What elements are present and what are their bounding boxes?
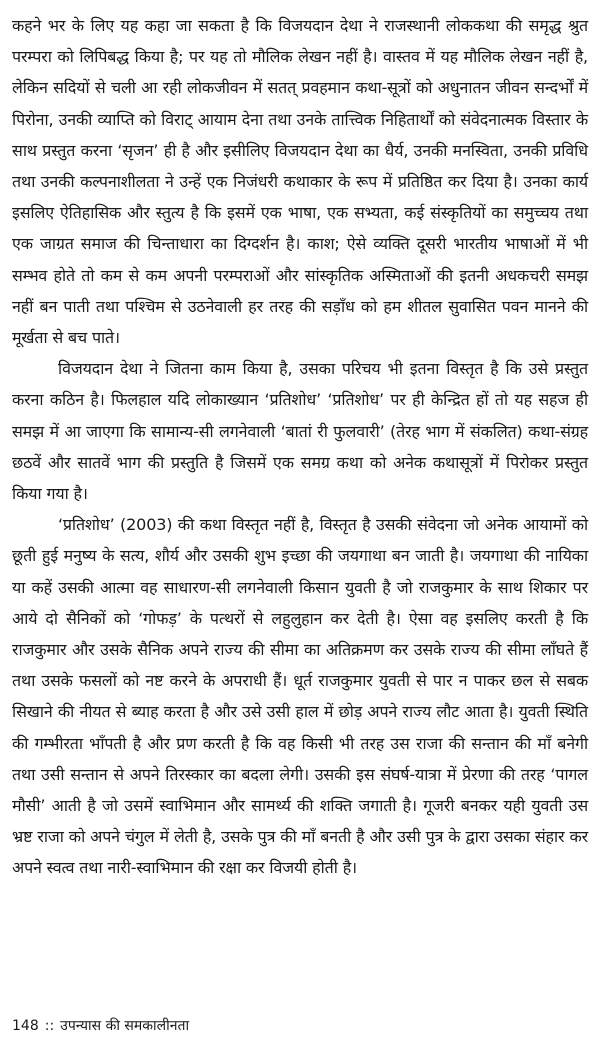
paragraph-1: कहने भर के लिए यह कहा जा सकता है कि विजयदान देथा ने राजस्थानी लोककथा की समृद्ध श्रुत परम्परा को लिपिबद्ध किया है; पर यह तो मौलिक लेखन नहीं है। वास्तव में यह मौलिक लेखन नहीं है, लेकिन सदियों से चली आ रही लोकजीवन में सतत् प्रवहमान कथा-सूत्रों को अधुनातन जीवन सन्दर्भों में पिरोना, उनकी व्याप्ति को विराट् आयाम देना तथा उनके तात्त्विक निहितार्थों को संवेदनात्मक विस्तार के साथ प्रस्तुत करना ‘सृजन’ ही है और इसीलिए विजयदान देथा का धैर्य, उनकी मनस्विता, उनकी प्रविधि तथा उनकी कल्पनाशीलता ने उन्हें एक निजंधरी कथाकार के रूप में प्रतिष्ठित कर दिया है। उनका कार्य इसलिए ऐतिहासिक और स्तुत्य है कि इसमें एक भाषा, एक सभ्यता, कई संस्कृतियों का समुच्चय तथा एक जाग्रत समाज की चिन्ताधारा का दिग्दर्शन है। काश; ऐसे व्यक्ति दूसरी भारतीय भाषाओं में भी सम्भव होते तो कम से कम अपनी परम्पराओं और सांस्कृतिक अस्मिताओं की इतनी अधकचरी समझ नहीं बन पाती तथा पश्चिम से उठनेवाली हर तरह की सड़ाँध को हम शीतल सुवासित पवन मानने की मूर्खता से बच पाते। [12,16,588,348]
page-footer [12,1016,189,1036]
paragraph-2: विजयदान देथा ने जितना काम किया है, उसका परिचय भी इतना विस्तृत है कि उसे प्रस्तुत करना कठिन है। फिलहाल यदि लोकाख्यान ‘प्रतिशोध’ ‘प्रतिशोध’ पर ही केन्द्रित हों तो यह सहज ही समझ में आ जाएगा कि सामान्य-सी लगनेवाली ‘बातां री फुलवारी’ (तेरह भाग में संकलित) कथा-संग्रह छठवें और सातवें भाग की प्रस्तुति है जिसमें एक समग्र कथा को अनेक कथासूत्रों में पिरोकर प्रस्तुत किया गया है। [12,359,588,504]
paragraph-3: ‘प्रतिशोध’ (2003) की कथा विस्तृत नहीं है, विस्तृत है उसकी संवेदना जो अनेक आयामों को छूती हुई मनुष्य के सत्य, शौर्य और उसकी शुभ इच्छा की जयगाथा बन जाती है। जयगाथा की नायिका या कहें उसकी आत्मा वह साधारण-सी लगनेवाली किसान युवती है जो राजकुमार के साथ शिकार पर आये दो सैनिकों को ‘गोफड़’ के पत्थरों से लहुलुहान कर देती है। ऐसा वह इसलिए करती है कि राजकुमार और उसके सैनिक अपने राज्य की सीमा का अतिक्रमण कर उसके राज्य की सीमा लाँघते हैं तथा उसके फसलों को नष्ट करने के अपराधी हैं। धूर्त राजकुमार युवती से पार न पाकर छल से सबक सिखाने की नीयत से ब्याह करता है और उसे उसी हाल में छोड़ अपने राज्य लौट आता है। युवती स्थिति की गम्भीरता भाँपती है और प्रण करती है कि वह किसी भी तरह उस राजा की सन्तान की माँ बनेगी तथा उसी सन्तान से अपने तिरस्कार का बदला लेगी। उसकी इस संघर्ष-यात्रा में प्रेरणा की तरह ‘पागल मौसी’ आती है जो उसमें स्वाभिमान और सामर्थ्य की शक्ति जगाती है। गूजरी बनकर यही युवती उस भ्रष्ट राजा को अपने चंगुल में लेती है, उसके पुत्र की माँ बनती है और उसी पुत्र के द्वारा उसका संहार कर अपने स्वत्व तथा नारी-स्वाभिमान की रक्षा कर विजयी होती है। [12,515,588,878]
book-title: उपन्यास की समकालीनता [60,1018,190,1034]
page-body [12,10,588,884]
page-number: 148 [12,1018,39,1034]
footer-separator: :: [44,1018,55,1034]
